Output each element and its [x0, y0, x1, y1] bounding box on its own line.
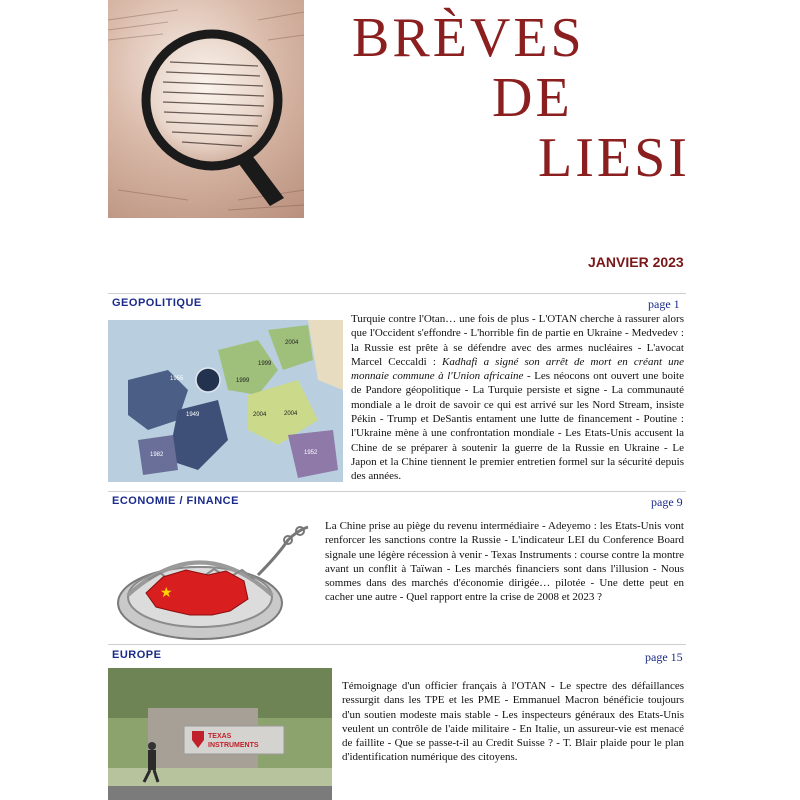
section-divider	[108, 644, 686, 645]
sign-text: TEXAS	[208, 733, 232, 740]
section-summary-europe: Témoignage d'un officier français à l'OTAN - Le spectre des défaillances ressurgit dans les TPE et les PME - Emmanuel Macron bénéficie toujours d'un soutien modeste mais stable - Les inspecteurs généraux des Etats-Unis veulent un contrôle de l'aide militaire - En Italie, un assureur-vie est menacé de faillite - Que se passe-t-il au Credit Suisse ? - T. Blair plaide pour le plan d'identification numérique des citoyens.	[342, 680, 684, 764]
map-label: 2004	[285, 340, 299, 346]
china-trap-image	[108, 515, 320, 645]
summary-text-italic: Kadhafi a signé son arrêt de mort en créant une monnaie commune à l'Union africaine	[351, 355, 684, 383]
map-label: 1952	[304, 450, 318, 456]
sign-text: INSTRUMENTS	[208, 742, 259, 749]
map-label: 2004	[284, 411, 298, 417]
summary-text-part: - Les néocons ont ouvert une boite de Pandore géopolitique - La Turquie persiste et signe - La communauté mondiale a le droit de savoir ce qui est arrivé sur les Nord Stream, insiste Pékin - Trump et DeSantis entament une lutte de financement - Poutine : l'Ukraine mène à une confrontation mondiale - Les Etats-Unis accusent la Chine de se préparer à soutenir la guerre de la Russie en Ukraine - Le Japon et la Chine tiennent le premier entretien formel sur la sécurité depuis des années.	[351, 370, 684, 483]
section-divider	[108, 491, 686, 492]
section-summary-economie: La Chine prise au piège du revenu intermédiaire - Adeyemo : les Etats-Unis vont renforcer les sanctions contre la Russie - L'indicateur LEI du Conference Board signale une légère récession à venir - Texas Instruments : course contre la montre avant un conflit à Taïwan - Les marchés financiers sont dans l'illusion - Nous sommes dans des marchés d'économie dirigée… pilotée - Une dette peut en cacher une autre - Quel rapport entre la crise de 2008 et 2023 ?	[325, 520, 684, 604]
map-label: 1982	[150, 452, 164, 458]
cover-magnifier-image	[108, 0, 304, 218]
map-label: 1955	[170, 376, 184, 382]
section-summary-geopolitique	[351, 312, 684, 484]
map-label: 2004	[253, 412, 267, 418]
office-sign-illustration	[108, 668, 332, 800]
nato-expansion-map	[108, 320, 343, 482]
section-heading-geopolitique: GEOPOLITIQUE	[112, 297, 202, 309]
trap-illustration	[108, 515, 320, 645]
title-line-2: DE	[492, 67, 573, 129]
magnifier-newspaper-illustration	[108, 0, 304, 218]
star-icon: ★	[160, 586, 173, 601]
page-link-economie[interactable]: page 9	[651, 495, 683, 509]
texas-instruments-photo	[108, 668, 332, 800]
title-line-1: BRÈVES	[352, 7, 585, 69]
map-label: 1949	[186, 412, 200, 418]
page-link-europe[interactable]: page 15	[645, 650, 683, 664]
section-divider	[108, 293, 686, 294]
page-link-geopolitique[interactable]: page 1	[648, 297, 680, 311]
summary-text-part: Turquie contre l'Otan… une fois de plus - L'OTAN cherche à rassurer alors que l'Occident s'effondre - L'horrible fin de partie en Ukraine - Medvedev : la Russie est prête à se défendre avec des armes nucléaires - L'avocat Marcel Ceccaldi :	[351, 313, 684, 368]
europe-map-image	[108, 320, 343, 482]
issue-month: JANVIER 2023	[588, 254, 684, 270]
map-label: 1999	[236, 378, 250, 384]
section-heading-europe: EUROPE	[112, 649, 162, 661]
title-line-3: LIESI	[538, 127, 690, 189]
map-label: 1999	[258, 361, 272, 367]
section-heading-economie: ECONOMIE / FINANCE	[112, 495, 239, 507]
